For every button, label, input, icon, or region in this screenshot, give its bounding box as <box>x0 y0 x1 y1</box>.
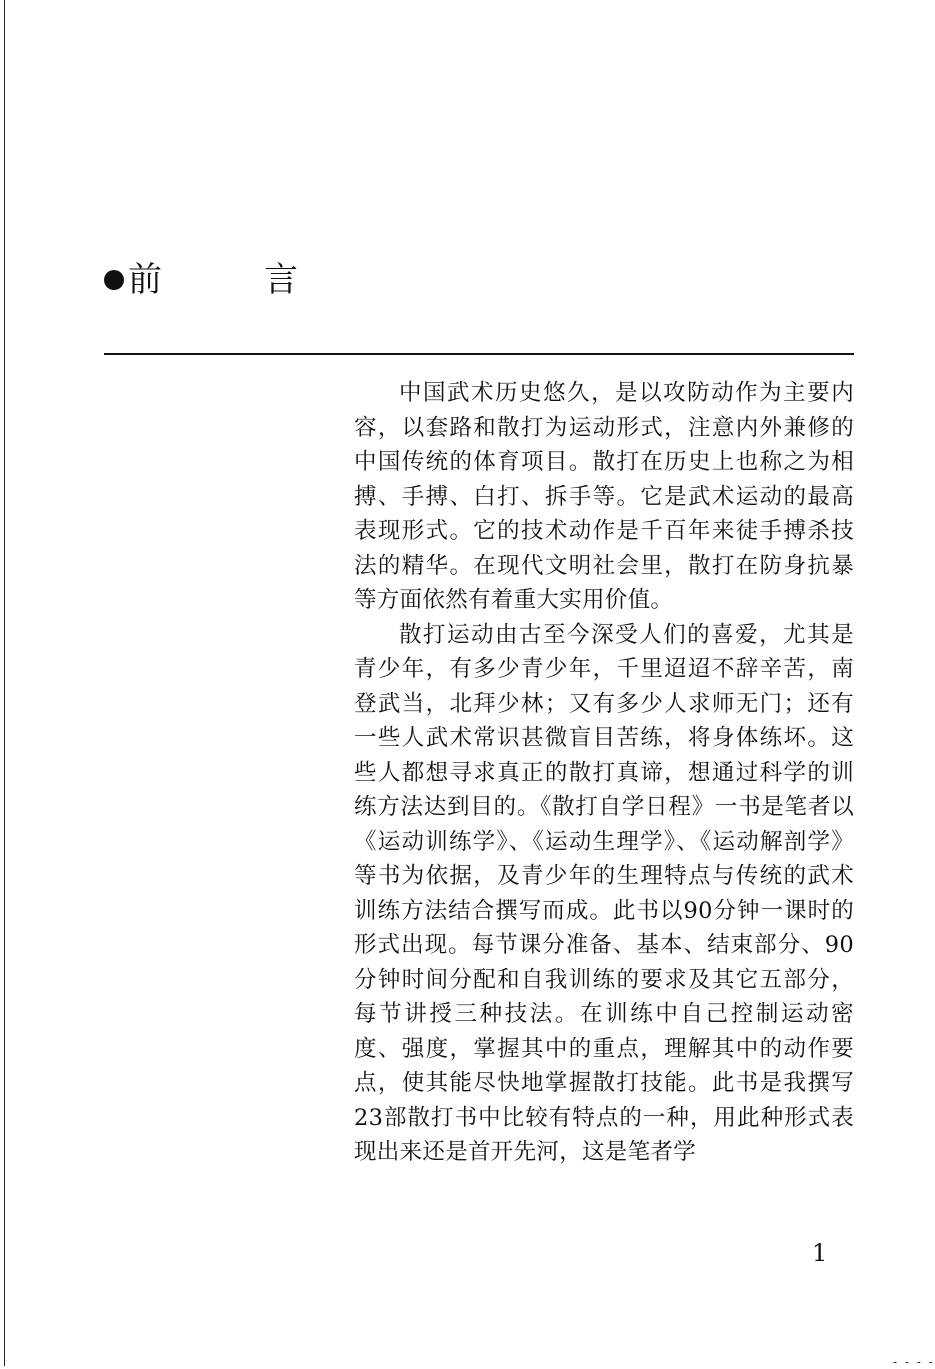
section-heading <box>104 255 298 305</box>
paragraph-2: 散打运动由古至今深受人们的喜爱，尤其是青少年，有多少青少年，千里迢迢不辞辛苦，南登武当，北拜少林；又有多少人求师无门；还有一些人武术常识甚微盲目苦练，将身体练坏。这些人都想寻求真正的散打真谛，想通过科学的训练方法达到目的。《散打自学日程》一书是笔者以《运动训练学》、《运动生理学》、《运动解剖学》等书为依据，及青少年的生理特点与传统的武术训练方法结合撰写而成。此书以90分钟一课时的形式出现。每节课分准备、基本、结束部分、90分钟时间分配和自我训练的要求及其它五部分，每节讲授三种技法。在训练中自己控制运动密度、强度，掌握其中的重点，理解其中的动作要点，使其能尽快地掌握散打技能。此书是我撰写23部散打书中比较有特点的一种，用此种形式表现出来还是首开先河，这是笔者学 <box>354 621 854 1165</box>
paragraph-1: 中国武术历史悠久，是以攻防动作为主要内容，以套路和散打为运动形式，注意内外兼修的中国传统的体育项目。散打在历史上也称之为相搏、手搏、白打、拆手等。它是武术运动的最高表现形式。它的技术动作是千百年来徒手搏杀技法的精华。在现代文明社会里，散打在防身抗暴等方面依然有着重大实用价值。 <box>354 380 854 613</box>
heading-text: 前 言 <box>128 260 298 300</box>
corner-scan-marks: - - - - <box>893 1355 935 1369</box>
page-left-edge-line <box>4 0 5 1366</box>
body-text <box>354 376 854 1170</box>
black-circle-bullet-icon <box>104 270 124 290</box>
heading-divider-line <box>104 353 854 355</box>
page-number: 1 <box>812 1239 828 1267</box>
